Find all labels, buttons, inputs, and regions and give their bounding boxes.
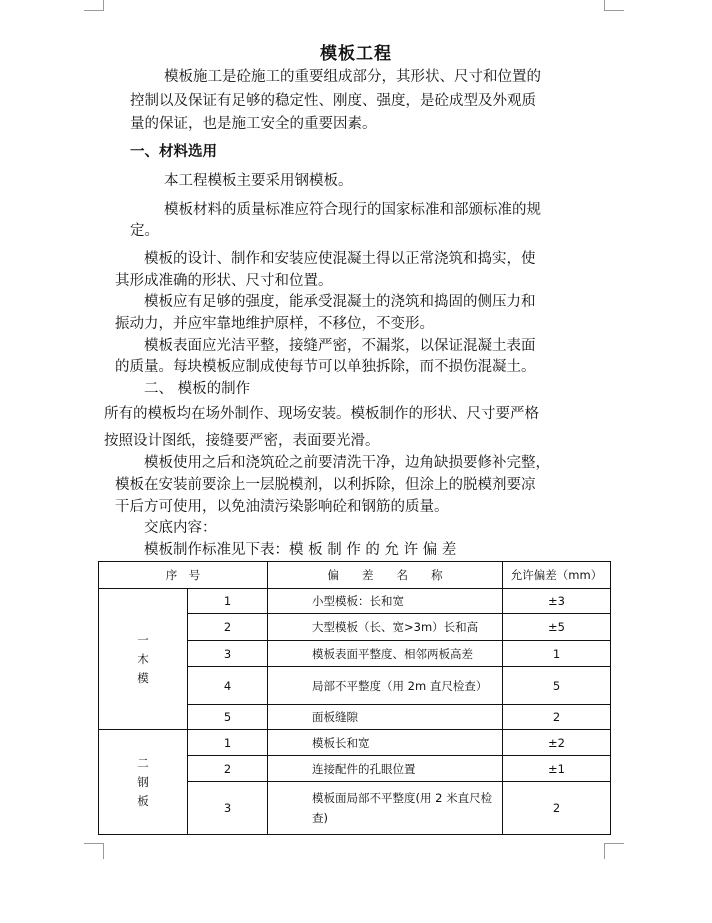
table-row — [99, 730, 611, 756]
paragraph-line: 其形成准确的形状、尺寸和位置。 — [115, 273, 333, 289]
intro-line: 控制以及保证有足够的稳定性、刚度、强度，是砼成型及外观质 — [130, 93, 536, 109]
section-heading-materials: 一、材料选用 — [130, 144, 217, 160]
tolerance-value: 1 — [503, 641, 611, 667]
tolerance-value: ±2 — [503, 730, 611, 756]
header-tolerance: 允许偏差（mm） — [503, 562, 611, 589]
paragraph-line: 交底内容： — [144, 520, 217, 536]
paragraph-line: 干后方可使用，以免油渍污染影响砼和钢筋的质量。 — [115, 499, 449, 515]
table-row — [99, 589, 611, 614]
paragraph-line: 定。 — [130, 223, 159, 239]
header-seq: 序 号 — [99, 562, 268, 589]
paragraph-line: 模板在安装前要涂上一层脱模剂，以利拆除，但涂上的脱模剂要凉 — [115, 477, 536, 493]
tolerance-value: ±3 — [503, 589, 611, 614]
tolerance-table — [98, 561, 611, 835]
row-number: 2 — [188, 614, 268, 641]
group-label-steel: 二钢板 — [99, 730, 188, 835]
deviation-name: 模板表面平整度、相邻两板高差 — [268, 641, 503, 667]
corner-mark-bottom-left — [103, 843, 104, 859]
tolerance-value: 5 — [503, 667, 611, 705]
row-number: 1 — [188, 730, 268, 756]
corner-mark-top-right — [604, 0, 605, 10]
corner-mark-top-left — [103, 0, 104, 10]
corner-mark-top-left — [84, 10, 104, 11]
row-number: 3 — [188, 641, 268, 667]
table-header-row — [99, 562, 611, 589]
tolerance-value: 2 — [503, 705, 611, 730]
document-title: 模板工程 — [320, 44, 392, 64]
paragraph-line: 模板使用之后和浇筑砼之前要清洗干净，边角缺损要修补完整， — [144, 455, 550, 471]
row-number: 5 — [188, 705, 268, 730]
paragraph-line: 模板材料的质量标准应符合现行的国家标准和部颁标准的规 — [164, 202, 541, 218]
paragraph-line: 按照设计图纸，接缝要严密，表面要光滑。 — [104, 433, 380, 449]
deviation-name: 连接配件的孔眼位置 — [268, 756, 503, 782]
paragraph-line: 本工程模板主要采用钢模板。 — [164, 173, 353, 189]
row-number: 4 — [188, 667, 268, 705]
paragraph-line: 模板表面应光洁平整，接缝严密，不漏浆，以保证混凝土表面 — [144, 338, 536, 354]
intro-line: 量的保证，也是施工安全的重要因素。 — [130, 116, 377, 132]
corner-mark-bottom-right — [604, 843, 624, 844]
group-label-wood: 一木模 — [99, 589, 188, 730]
tolerance-value: ±1 — [503, 756, 611, 782]
deviation-name: 局部不平整度（用 2m 直尺检查） — [268, 667, 503, 705]
tolerance-value: 2 — [503, 782, 611, 835]
corner-mark-top-right — [604, 10, 624, 11]
deviation-name: 模板面局部不平整度(用 2 米直尺检查) — [268, 782, 503, 835]
corner-mark-bottom-left — [84, 843, 104, 844]
row-number: 1 — [188, 589, 268, 614]
intro-line: 模板施工是砼施工的重要组成部分，其形状、尺寸和位置的 — [164, 69, 541, 85]
paragraph-line: 模板制作标准见下表：模 板 制 作 的 允 许 偏 差 — [144, 542, 457, 558]
paragraph-line: 的质量。每块模板应制成使每节可以单独拆除，而不损伤混凝土。 — [115, 359, 536, 375]
tolerance-value: ±5 — [503, 614, 611, 641]
row-number: 3 — [188, 782, 268, 835]
deviation-name: 小型模板：长和宽 — [268, 589, 503, 614]
paragraph-line: 所有的模板均在场外制作、现场安装。模板制作的形状、尺寸要严格 — [104, 406, 539, 422]
paragraph-line: 振动力，并应牢靠地维护原样，不移位，不变形。 — [115, 316, 434, 332]
deviation-name: 面板缝隙 — [268, 705, 503, 730]
row-number: 2 — [188, 756, 268, 782]
deviation-name: 模板长和宽 — [268, 730, 503, 756]
paragraph-line: 模板应有足够的强度，能承受混凝土的浇筑和捣固的侧压力和 — [144, 294, 536, 310]
paragraph-line: 模板的设计、制作和安装应使混凝土得以正常浇筑和捣实，使 — [144, 251, 536, 267]
section-heading-fabrication: 二、 模板的制作 — [144, 381, 251, 397]
header-name: 偏 差 名 称 — [268, 562, 503, 589]
corner-mark-bottom-right — [604, 843, 605, 859]
deviation-name: 大型模板（长、宽>3m）长和高 — [268, 614, 503, 641]
